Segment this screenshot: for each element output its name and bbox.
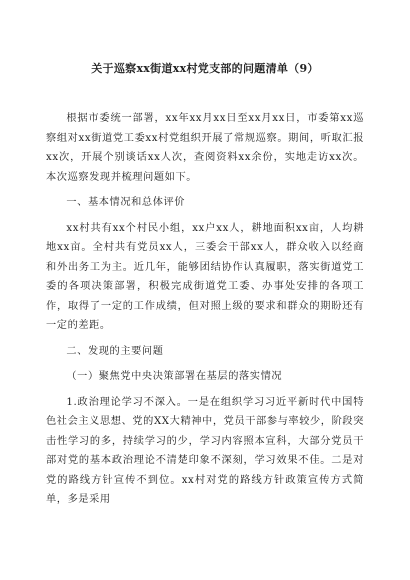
subsection-heading: （一）聚焦党中央决策部署在基层的落实情况: [66, 371, 283, 382]
intro-paragraph: 根据市委统一部署，xx年xx月xx日至xx月xx日，市委第xx巡察组对xx街道党工委xx村党组织开展了常规巡察。期间，听取汇报xx次，开展个别谈话xx人次，查阅资料xx余份，实地走访xx次。本次巡察发现并梳理问题如下。: [46, 113, 364, 183]
section-heading-problems: 二、发现的主要问题: [66, 345, 164, 357]
basic-info-paragraph: xx村共有xx个村民小组，xx户xx人，耕地面积xx亩，人均耕地xx亩。全村共有党员xx人，三委会干部xx人，群众收入以经商和外出务工为主。近几年，能够团结协作认真履职，落实街道党工委的各项决策部署，积极完成街道党工委、办事处安排的各项工作，取得了一定的工作成绩，但对照上级的要求和群众的期盼还有一定的差距。: [46, 222, 364, 331]
document-title: 关于巡察xx街道xx村党支部的问题清单（9）: [91, 62, 319, 75]
section-heading-basic: 一、基本情况和总体评价: [66, 197, 186, 208]
problem-paragraph: 1.政治理论学习不深入。一是在组织学习习近平新时代中国特色社会主义思想、党的XX大精神中，党员干部参与率较少，阶段突击性学习的多，持续学习的少，学习内容照本宣科，大部分党员干部对党的基本政治理论不清楚印象不深刻，学习效果不佳。二是对党的路线方针宣传不到位。xx村对党的路线方针政策宣传方式简单，多是采用: [46, 396, 364, 505]
